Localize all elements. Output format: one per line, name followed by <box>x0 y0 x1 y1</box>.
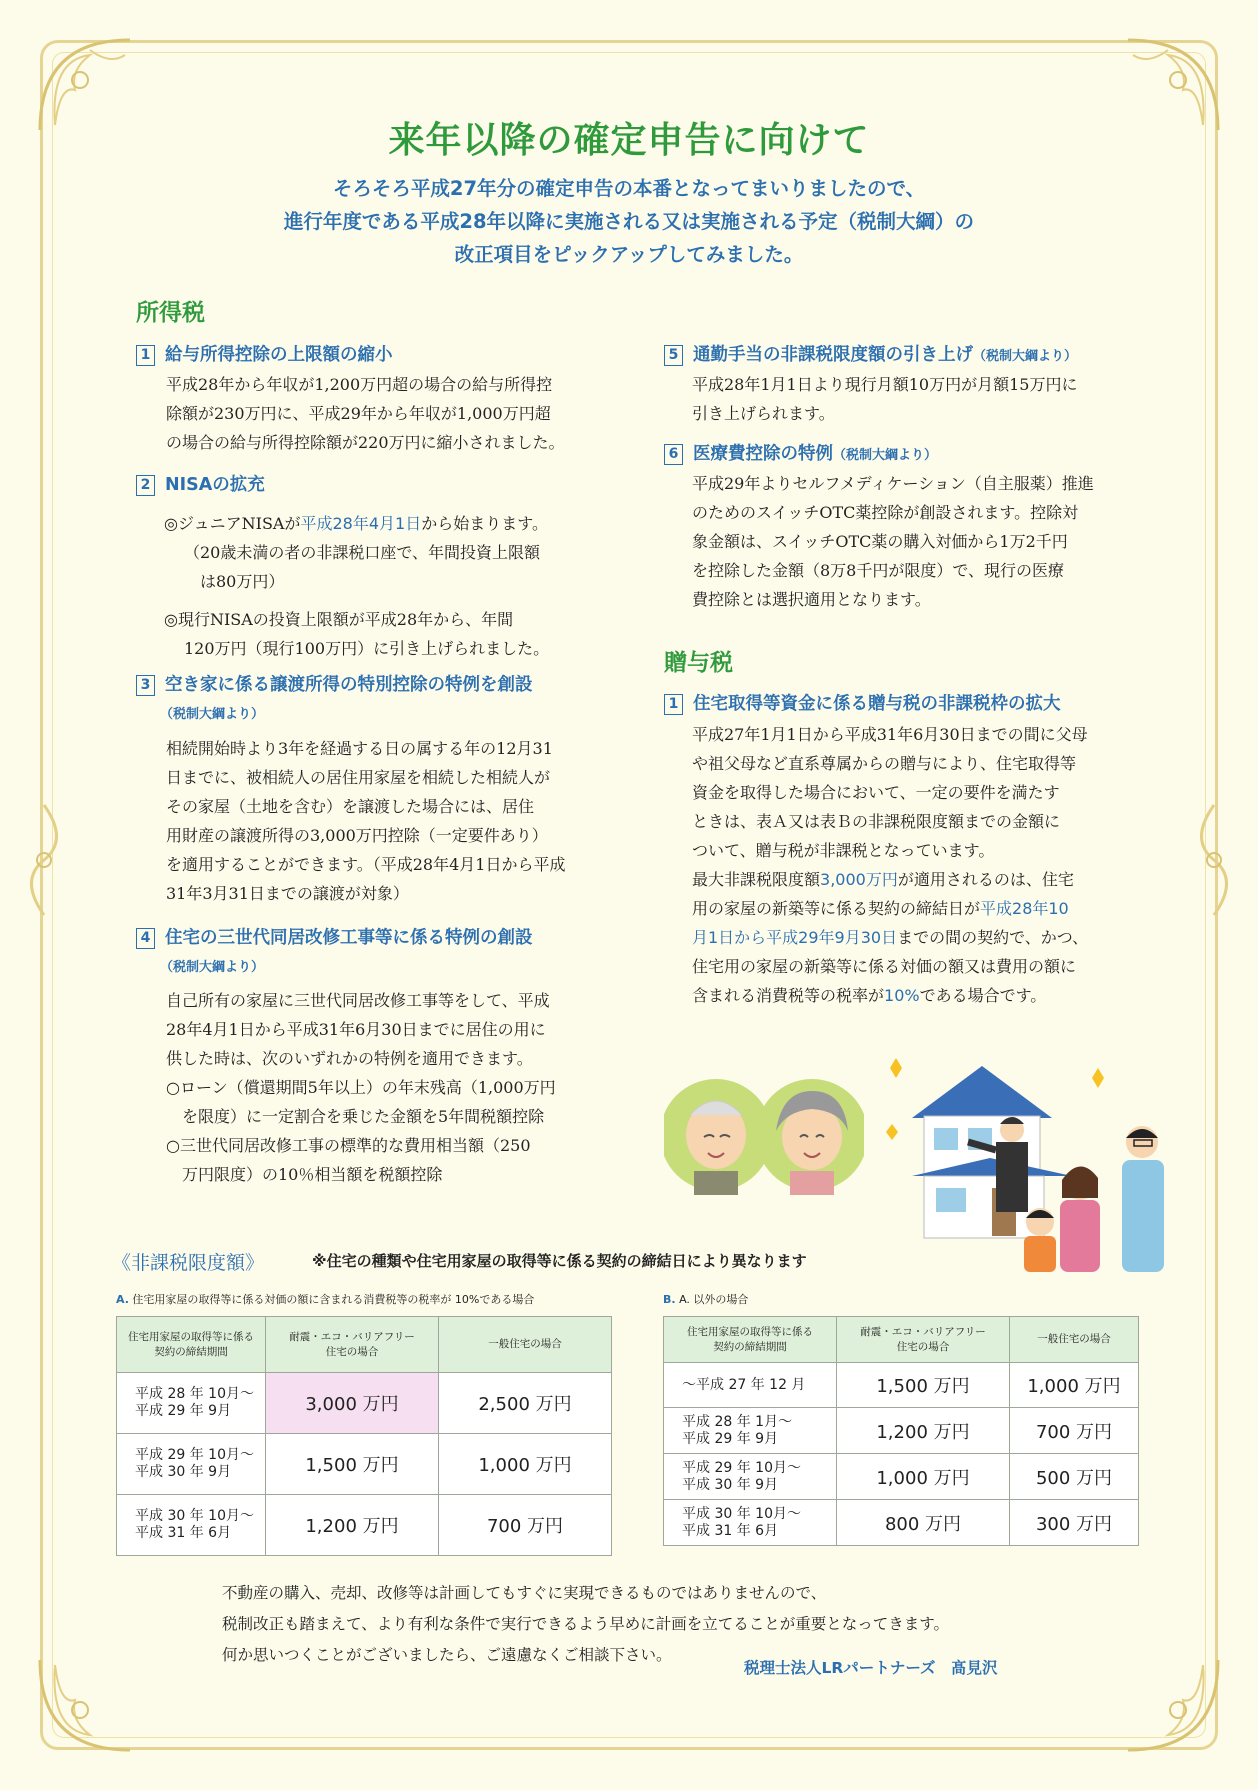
eco-cell: 1,500 万円 <box>266 1434 439 1495</box>
body-line: 費控除とは選択適用となります。 <box>692 590 931 609</box>
caption-text: 住宅用家屋の取得等に係る対価の額に含まれる消費税等の税率が 10%である場合 <box>132 1293 535 1306</box>
tax-outline-note: （税制大綱より） <box>160 960 265 975</box>
body-line: 用財産の譲渡所得の3,000万円控除（一定要件あり） <box>166 826 548 845</box>
tax-outline-note: （税制大綱より） <box>160 707 265 722</box>
table-row <box>664 1408 1139 1454</box>
body-line: を限度）に一定割合を乗じた金額を5年間税額控除 <box>166 1107 545 1126</box>
body-line: や祖父母など直系尊属からの贈与により、住宅取得等 <box>692 754 1077 773</box>
table-row <box>117 1373 612 1434</box>
period-cell <box>117 1373 266 1434</box>
closing-line: 税制改正も踏まえて、より有利な条件で実行できるよう早めに計画を立てることが重要となってきます。 <box>222 1615 949 1633</box>
item-body <box>164 509 549 663</box>
eco-cell: 1,500 万円 <box>837 1363 1010 1408</box>
table-header: 耐震・エコ・バリアフリー 住宅の場合 <box>837 1317 1010 1363</box>
body-line: 象金額は、スイッチOTC薬の購入対価から1万2千円 <box>692 532 1068 551</box>
item-body <box>166 986 556 1189</box>
body-line <box>692 894 1088 923</box>
side-ornament-icon <box>14 800 74 920</box>
period-cell <box>664 1363 837 1408</box>
closing-line: 何か思いつくことがございましたら、ご遠慮なくご相談下さい。 <box>222 1646 672 1664</box>
body-text: から始まります。 <box>421 514 548 533</box>
item-number: 3 <box>136 675 155 696</box>
body-line: 平成28年1月1日より現行月額10万円が月額15万円に <box>692 375 1078 394</box>
table-row <box>117 1434 612 1495</box>
highlight-date: 平成28年10 <box>980 899 1069 918</box>
tax-outline-note: （税制大綱より） <box>833 448 938 463</box>
period-line: 平成 30 年 9月 <box>682 1476 779 1493</box>
body-line: を適用することができます。（平成28年4月1日から平成 <box>166 855 566 874</box>
intro-text <box>0 172 1258 271</box>
body-line <box>692 865 1088 894</box>
body-line: 引き上げられます。 <box>692 404 835 423</box>
period-line: 平成 31 年 6月 <box>135 1525 232 1541</box>
general-cell: 1,000 万円 <box>439 1434 612 1495</box>
item-title: NISAの拡充 <box>165 475 265 495</box>
closing-line: 不動産の購入、売却、改修等は計画してもすぐに実現できるものではありませんので、 <box>222 1584 827 1602</box>
body-line: 120万円（現行100万円）に引き上げられました。 <box>184 639 550 658</box>
caption-label: A. <box>116 1293 129 1306</box>
period-cell <box>117 1495 266 1556</box>
limits-table-a <box>116 1316 612 1556</box>
body-line: ○ローン（償還期間5年以上）の年末残高（1,000万円 <box>166 1078 556 1097</box>
period-line: 平成 29 年 10月～ <box>682 1459 801 1476</box>
limits-title: 《非課税限度額》 <box>112 1252 265 1274</box>
body-line: 住宅用の家屋の新築等に係る対価の額又は費用の額に <box>692 957 1077 976</box>
table-b-caption <box>663 1291 748 1307</box>
item-title: 通勤手当の非課税限度額の引き上げ <box>693 345 973 365</box>
item-body <box>692 720 1088 1010</box>
body-line: ついて、贈与税が非課税となっています。 <box>692 841 995 860</box>
body-line: 除額が230万円に、平成29年から年収が1,000万円超 <box>166 404 551 423</box>
body-text: までの間の契約で、かつ、 <box>897 928 1089 947</box>
period-cell <box>664 1500 837 1546</box>
highlight-amount: 3,000万円 <box>820 870 898 889</box>
item-number: 5 <box>664 345 683 366</box>
table-header: 一般住宅の場合 <box>1010 1317 1139 1363</box>
item-heading <box>136 924 533 949</box>
body-line <box>164 509 549 538</box>
general-cell: 500 万円 <box>1010 1454 1139 1500</box>
body-line: 供した時は、次のいずれかの特例を適用できます。 <box>166 1049 533 1068</box>
body-line: 相続開始時より3年を経過する日の属する年の12月31 <box>166 739 553 758</box>
eco-cell: 1,200 万円 <box>266 1495 439 1556</box>
side-ornament-icon <box>1184 800 1244 920</box>
item-number: 4 <box>136 928 155 949</box>
item-heading <box>664 341 1077 366</box>
table-row <box>117 1495 612 1556</box>
item-body <box>166 734 565 908</box>
general-cell: 700 万円 <box>439 1495 612 1556</box>
highlight-date: 平成28年4月1日 <box>300 514 422 533</box>
limits-note: ※住宅の種類や住宅用家屋の取得等に係る契約の締結日により異なります <box>312 1252 807 1270</box>
body-line: 28年4月1日から平成31年6月30日までに居住の用に <box>166 1020 546 1039</box>
page-title: 来年以降の確定申告に向けて <box>388 120 870 161</box>
table-a-caption <box>116 1291 534 1307</box>
item-heading <box>136 341 393 366</box>
period-line: 平成 29 年 9月 <box>682 1430 779 1447</box>
tax-outline-note: （税制大綱より） <box>973 349 1078 364</box>
period-line: 平成 28 年 1月～ <box>682 1413 793 1430</box>
eco-cell: 3,000 万円 <box>266 1373 439 1434</box>
period-line: ～平成 27 年 12 月 <box>682 1376 806 1393</box>
table-row <box>664 1363 1139 1408</box>
item-number: 6 <box>664 444 683 465</box>
body-line: その家屋（土地を含む）を譲渡した場合には、居住 <box>166 797 535 816</box>
section-heading-gift-tax: 贈与税 <box>664 650 733 676</box>
body-line: 日までに、被相続人の居住用家屋を相続した相続人が <box>166 768 551 787</box>
highlight-date: 月1日から平成29年9月30日 <box>692 928 898 947</box>
grandparents-illustration <box>664 1075 864 1195</box>
period-line: 平成 30 年 10月～ <box>682 1505 801 1522</box>
body-line: 万円限度）の10％相当額を税額控除 <box>166 1165 443 1184</box>
item-body <box>692 370 1077 428</box>
body-line: のためのスイッチOTC薬控除が創設されます。控除対 <box>692 503 1079 522</box>
body-line: 31年3月31日までの譲渡が対象） <box>166 884 409 903</box>
item-number: 1 <box>664 694 683 715</box>
item-heading <box>664 440 937 465</box>
item-title: 住宅取得等資金に係る贈与税の非課税枠の拡大 <box>693 694 1061 714</box>
item-number: 1 <box>136 345 155 366</box>
item-heading <box>136 671 533 696</box>
limits-table-b <box>663 1316 1139 1546</box>
period-line: 平成 29 年 10月～ <box>135 1447 254 1463</box>
item-number: 2 <box>136 475 155 496</box>
item-title: 給与所得控除の上限額の縮小 <box>165 345 393 365</box>
body-line: ときは、表Ａ又は表Ｂの非課税限度額までの金額に <box>692 812 1061 831</box>
period-cell <box>117 1434 266 1495</box>
table-row <box>664 1454 1139 1500</box>
body-text: が適用されるのは、住宅 <box>897 870 1074 889</box>
table-header: 一般住宅の場合 <box>439 1317 612 1373</box>
corner-ornament-icon <box>30 1650 140 1760</box>
period-line: 平成 31 年 6月 <box>682 1522 779 1539</box>
table-row <box>664 1500 1139 1546</box>
body-text: である場合です。 <box>919 986 1047 1005</box>
body-line <box>692 923 1088 952</box>
eco-cell: 1,200 万円 <box>837 1408 1010 1454</box>
table-header: 住宅用家屋の取得等に係る 契約の締結期間 <box>664 1317 837 1363</box>
item-body <box>692 469 1094 614</box>
item-body <box>166 370 565 457</box>
body-line: 平成28年から年収が1,200万円超の場合の給与所得控 <box>166 375 553 394</box>
item-heading <box>136 471 265 496</box>
period-cell <box>664 1454 837 1500</box>
general-cell: 2,500 万円 <box>439 1373 612 1434</box>
body-line: の場合の給与所得控除額が220万円に縮小されました。 <box>166 433 565 452</box>
caption-text: A. 以外の場合 <box>679 1293 749 1306</box>
general-cell: 300 万円 <box>1010 1500 1139 1546</box>
body-text: 用の家屋の新築等に係る契約の締結日が <box>692 899 981 918</box>
intro-line: そろそろ平成27年分の確定申告の本番となってまいりましたので、 <box>332 177 926 200</box>
body-line: 資金を取得した場合において、一定の要件を満たす <box>692 783 1060 802</box>
item-title: 空き家に係る譲渡所得の特別控除の特例を創設 <box>165 675 533 695</box>
intro-line: 進行年度である平成28年以降に実施される又は実施される予定（税制大綱）の <box>283 210 975 233</box>
item-title: 住宅の三世代同居改修工事等に係る特例の創設 <box>165 928 533 948</box>
section-heading-income-tax: 所得税 <box>136 300 205 326</box>
eco-cell: 1,000 万円 <box>837 1454 1010 1500</box>
period-line: 平成 29 年 9月 <box>135 1403 232 1419</box>
item-title: 医療費控除の特例 <box>693 444 833 464</box>
body-line: （20歳未満の者の非課税口座で、年間投資上限額 <box>184 543 541 562</box>
house-family-illustration <box>872 1058 1202 1272</box>
eco-cell: 800 万円 <box>837 1500 1010 1546</box>
corner-ornament-icon <box>1118 1650 1228 1760</box>
body-text: ◎ジュニアNISAが <box>164 514 301 533</box>
intro-line: 改正項目をピックアップしてみました。 <box>454 243 804 266</box>
period-line: 平成 30 年 9月 <box>135 1464 232 1480</box>
period-cell <box>664 1408 837 1454</box>
body-line: 平成29年よりセルフメディケーション（自主服薬）推進 <box>692 474 1094 493</box>
body-line: は80万円） <box>200 572 285 591</box>
item-heading <box>664 690 1061 715</box>
signature: 税理士法人LRパートナーズ 髙見沢 <box>744 1659 998 1677</box>
body-line <box>692 981 1088 1010</box>
body-line: ○三世代同居改修工事の標準的な費用相当額（250 <box>166 1136 531 1155</box>
body-line: ◎現行NISAの投資上限額が平成28年から、年間 <box>164 610 514 629</box>
body-line: を控除した金額（8万8千円が限度）で、現行の医療 <box>692 561 1065 580</box>
period-line: 平成 28 年 10月～ <box>135 1386 254 1402</box>
table-header: 耐震・エコ・バリアフリー 住宅の場合 <box>266 1317 439 1373</box>
body-text: 最大非課税限度額 <box>692 870 821 889</box>
highlight-rate: 10% <box>884 986 920 1005</box>
body-line: 平成27年1月1日から平成31年6月30日までの間に父母 <box>692 725 1088 744</box>
body-text: 含まれる消費税等の税率が <box>692 986 885 1005</box>
general-cell: 1,000 万円 <box>1010 1363 1139 1408</box>
caption-label: B. <box>663 1293 676 1306</box>
table-header: 住宅用家屋の取得等に係る 契約の締結期間 <box>117 1317 266 1373</box>
body-line: 自己所有の家屋に三世代同居改修工事等をして、平成 <box>166 991 550 1010</box>
period-line: 平成 30 年 10月～ <box>135 1508 254 1524</box>
general-cell: 700 万円 <box>1010 1408 1139 1454</box>
